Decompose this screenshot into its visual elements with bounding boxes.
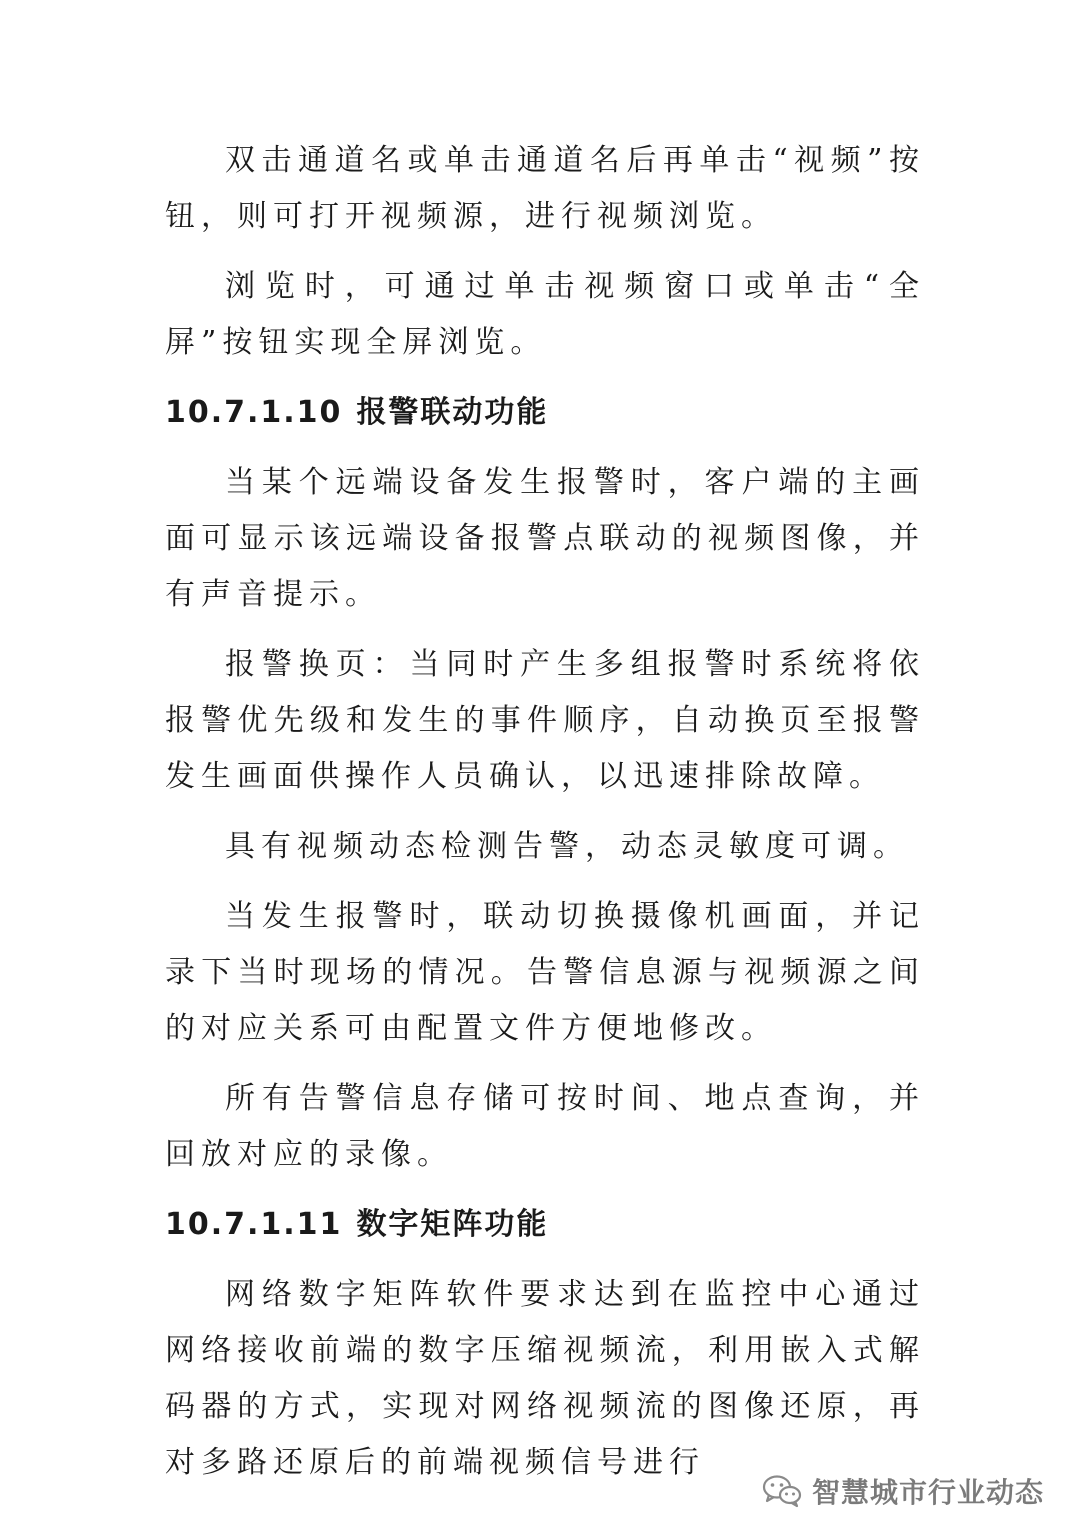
paragraph: 当发生报警时，联动切换摄像机画面，并记录下当时现场的情况。告警信息源与视频源之间的对应关系可由配置文件方便地修改。 — [165, 899, 925, 1046]
section-title: 数字矩阵功能 — [356, 1207, 549, 1242]
paragraph: 具有视频动态检测告警，动态灵敏度可调。 — [225, 829, 909, 864]
section-number: 10.7.1.10 — [165, 395, 343, 430]
section-number: 10.7.1.11 — [165, 1207, 343, 1242]
paragraph: 当某个远端设备发生报警时，客户端的主画面可显示该远端设备报警点联动的视频图像，并有声音提示。 — [165, 465, 925, 612]
paragraph: 网络数字矩阵软件要求达到在监控中心通过网络接收前端的数字压缩视频流，利用嵌入式解码器的方式，实现对网络视频流的图像还原，再对多路还原后的前端视频信号进行 — [165, 1277, 925, 1480]
paragraph: 双击通道名或单击通道名后再单击“视频”按钮，则可打开视频源，进行视频浏览。 — [165, 143, 925, 234]
section-title: 报警联动功能 — [356, 395, 549, 430]
watermark-text: 智慧城市行业动态 — [811, 1476, 1044, 1509]
paragraph: 报警换页：当同时产生多组报警时系统将依报警优先级和发生的事件顺序，自动换页至报警发生画面供操作人员确认，以迅速排除故障。 — [165, 647, 925, 794]
watermark — [762, 1471, 1044, 1511]
document-body — [165, 133, 925, 1505]
wechat-icon — [762, 1474, 802, 1508]
section-heading — [165, 1197, 925, 1253]
paragraph: 浏览时，可通过单击视频窗口或单击“全屏”按钮实现全屏浏览。 — [165, 269, 925, 360]
section-heading — [165, 385, 925, 441]
paragraph: 所有告警信息存储可按时间、地点查询，并回放对应的录像。 — [165, 1081, 925, 1172]
